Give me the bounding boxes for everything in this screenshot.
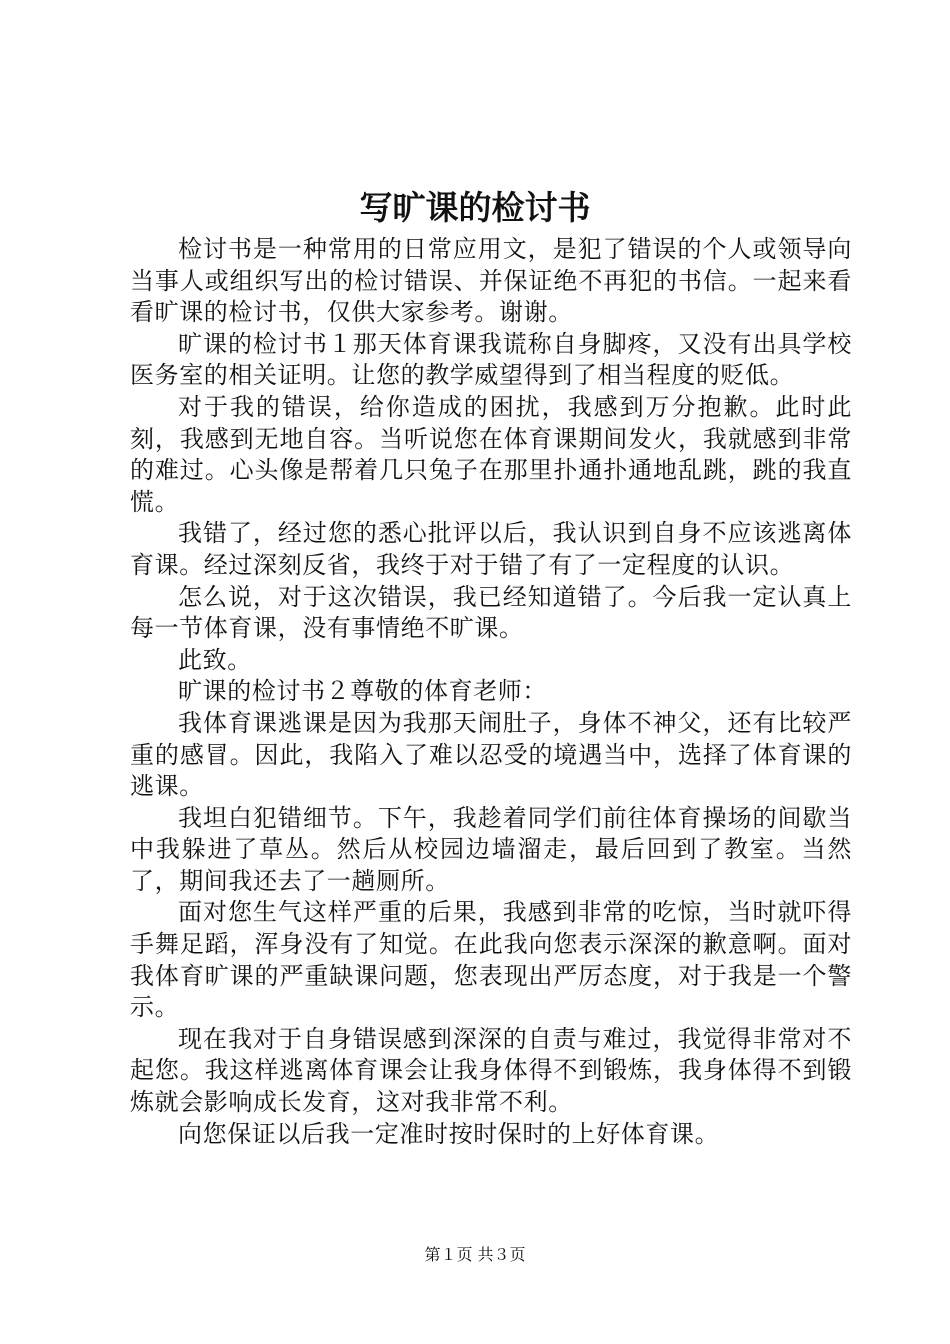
page-footer: 第１页 共３页 [424,1245,526,1264]
paragraph: 向您保证以后我一定准时按时保时的上好体育课。 [178,1119,720,1148]
paragraph: 我坦白犯错细节。下午，我趁着同学们前往体育操场的间歇当中我躲进了草丛。然后从校园边墙溜走，最后回到了教室。当然了，期间我还去了一趟厕所。 [130,803,852,895]
paragraph: 此致。 [178,645,252,674]
document-body [130,234,852,1150]
paragraph: 旷课的检讨书１那天体育课我谎称自身脚疼，又没有出具学校医务室的相关证明。让您的教学威望得到了相当程度的贬低。 [130,329,852,390]
paragraph: 面对您生气这样严重的后果，我感到非常的吃惊，当时就吓得手舞足蹈，浑身没有了知觉。在此我向您表示深深的歉意啊。面对我体育旷课的严重缺课问题，您表现出严厉态度，对于我是一个警示。 [130,898,852,1022]
paragraph: 检讨书是一种常用的日常应用文，是犯了错误的个人或领导向当事人或组织写出的检讨错误、并保证绝不再犯的书信。一起来看看旷课的检讨书，仅供大家参考。谢谢。 [130,235,852,327]
paragraph: 旷课的检讨书２尊敬的体育老师： [178,677,547,706]
paragraph: 我体育课逃课是因为我那天闹肚子，身体不神父，还有比较严重的感冒。因此，我陷入了难以忍受的境遇当中，选择了体育课的逃课。 [130,708,852,801]
paragraph: 我错了，经过您的悉心批评以后，我认识到自身不应该逃离体育课。经过深刻反省，我终于对于错了有了一定程度的认识。 [130,519,852,579]
paragraph: 怎么说，对于这次错误，我已经知道错了。今后我一定认真上每一节体育课，没有事情绝不旷课。 [130,582,852,643]
paragraph: 对于我的错误，给你造成的困扰，我感到万分抱歉。此时此刻，我感到无地自容。当听说您在体育课期间发火，我就感到非常的难过。心头像是帮着几只兔子在那里扑通扑通地乱跳，跳的我直慌。 [130,392,852,516]
paragraph: 现在我对于自身错误感到深深的自责与难过，我觉得非常对不起您。我这样逃离体育课会让我身体得不到锻炼，我身体得不到锻炼就会影响成长发育，这对我非常不利。 [130,1024,852,1117]
page-title: 写旷课的检讨书 [359,188,591,227]
